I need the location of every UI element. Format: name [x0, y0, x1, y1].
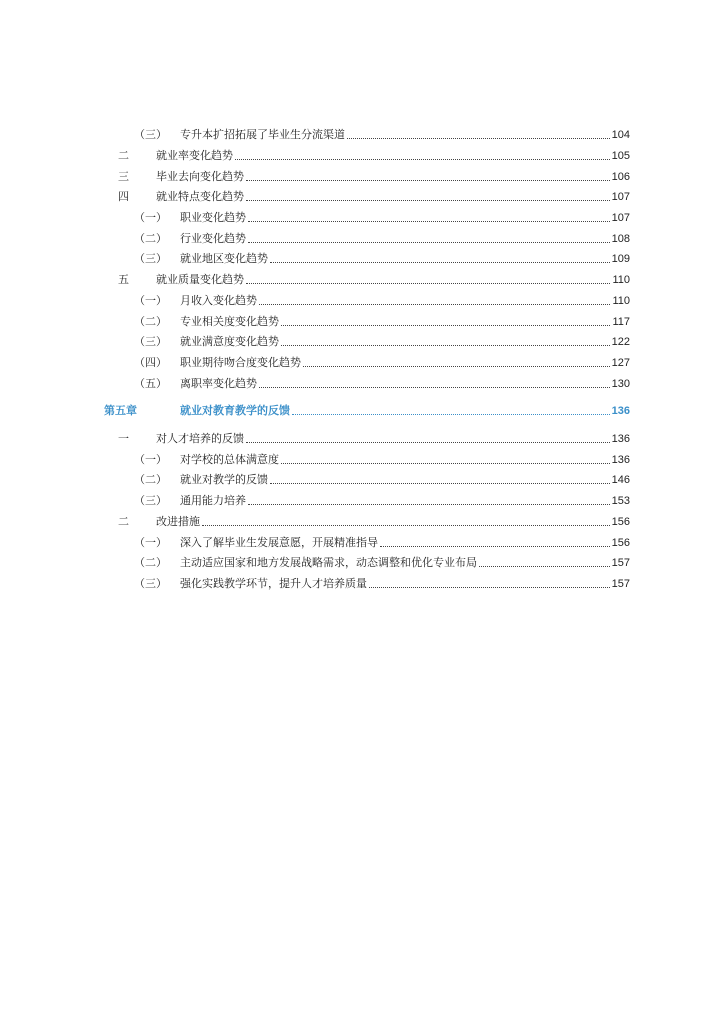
toc-dot-leader	[281, 324, 610, 326]
toc-entry[interactable]	[134, 331, 630, 349]
toc-entry-title: 职业变化趋势	[180, 211, 246, 224]
toc-dot-leader	[248, 220, 610, 222]
toc-dot-leader	[281, 462, 610, 464]
toc-entry-title: 职业期待吻合度变化趋势	[180, 356, 301, 369]
toc-entry-page: 136	[611, 454, 630, 466]
toc-dot-leader	[259, 386, 610, 388]
toc-entry-title: 就业质量变化趋势	[156, 273, 244, 286]
toc-entry-title: 就业对教学的反馈	[180, 473, 268, 486]
toc-dot-leader	[270, 482, 610, 484]
toc-entry[interactable]	[118, 145, 630, 163]
toc-dot-leader	[246, 179, 610, 181]
toc-entry-page: 109	[611, 253, 630, 265]
toc-entry-number: （三）	[134, 335, 167, 348]
toc-entry-title: 就业地区变化趋势	[180, 252, 268, 265]
toc-dot-leader	[303, 365, 610, 367]
toc-entry-page: 108	[611, 233, 630, 245]
toc-entry[interactable]	[134, 552, 630, 570]
toc-entry-title: 对人才培养的反馈	[156, 432, 244, 445]
toc-entry-title: 月收入变化趋势	[180, 294, 257, 307]
toc-entry-page: 156	[611, 516, 630, 528]
toc-entry-title: 就业满意度变化趋势	[180, 335, 279, 348]
toc-dot-leader	[248, 241, 610, 243]
toc-entry-title: 就业特点变化趋势	[156, 190, 244, 203]
toc-entry-page: 122	[611, 336, 630, 348]
toc-dot-leader	[281, 344, 610, 346]
toc-entry[interactable]	[134, 290, 630, 308]
toc-entry-number: （三）	[134, 577, 167, 590]
toc-entry-number: （二）	[134, 473, 167, 486]
toc-dot-leader	[380, 545, 610, 547]
toc-chapter-title: 就业对教育教学的反馈	[180, 404, 290, 417]
toc-entry-page: 153	[611, 495, 630, 507]
toc-entry[interactable]	[134, 469, 630, 487]
toc-entry-page: 117	[612, 316, 630, 328]
toc-entry[interactable]	[118, 428, 630, 446]
toc-entry-page: 157	[611, 557, 630, 569]
toc-dot-leader	[369, 586, 610, 588]
toc-chapter-entry[interactable]	[104, 400, 630, 418]
toc-entry-title: 专升本扩招拓展了毕业生分流渠道	[180, 128, 345, 141]
toc-entry-title: 通用能力培养	[180, 494, 246, 507]
toc-entry-title: 专业相关度变化趋势	[180, 315, 279, 328]
toc-entry[interactable]	[134, 207, 630, 225]
toc-entry-number: （一）	[134, 294, 167, 307]
toc-entry[interactable]	[134, 573, 630, 591]
toc-dot-leader	[202, 524, 610, 526]
toc-entry[interactable]	[134, 449, 630, 467]
toc-chapter-page: 136	[611, 405, 630, 417]
toc-entry-number: （二）	[134, 232, 167, 245]
toc-dot-leader	[259, 303, 610, 305]
toc-entry-number: （五）	[134, 377, 167, 390]
toc-entry-page: 107	[611, 212, 630, 224]
toc-entry[interactable]	[134, 311, 630, 329]
toc-entry-title: 主动适应国家和地方发展战略需求，动态调整和优化专业布局	[180, 556, 477, 569]
toc-entry-page: 106	[611, 171, 630, 183]
toc-entry-title: 改进措施	[156, 515, 200, 528]
toc-entry-number: （四）	[134, 356, 167, 369]
toc-entry[interactable]	[134, 228, 630, 246]
toc-dot-leader	[248, 503, 610, 505]
toc-entry-title: 离职率变化趋势	[180, 377, 257, 390]
toc-entry-page: 136	[611, 433, 630, 445]
toc-dot-leader	[235, 158, 610, 160]
toc-dot-leader	[246, 282, 610, 284]
toc-entry[interactable]	[118, 511, 630, 529]
toc-entry-number: （一）	[134, 211, 167, 224]
toc-entry-number: 二	[118, 149, 129, 162]
toc-dot-leader	[292, 413, 610, 415]
toc-entry-title: 对学校的总体满意度	[180, 453, 279, 466]
toc-entry-number: （一）	[134, 453, 167, 466]
toc-entry-page: 104	[611, 129, 630, 141]
toc-chapter-number: 第五章	[104, 404, 137, 417]
toc-entry-page: 157	[611, 578, 630, 590]
toc-dot-leader	[246, 441, 610, 443]
toc-entry-number: （三）	[134, 494, 167, 507]
toc-entry[interactable]	[134, 352, 630, 370]
toc-entry-number: （一）	[134, 536, 167, 549]
toc-entry-title: 强化实践教学环节，提升人才培养质量	[180, 577, 367, 590]
toc-entry-page: 107	[611, 191, 630, 203]
toc-entry-number: 一	[118, 432, 129, 445]
toc-entry-number: （二）	[134, 556, 167, 569]
toc-entry[interactable]	[134, 124, 630, 142]
toc-entry-title: 行业变化趋势	[180, 232, 246, 245]
toc-dot-leader	[479, 565, 610, 567]
toc-entry-page: 156	[611, 537, 630, 549]
toc-dot-leader	[246, 199, 610, 201]
toc-entry-number: （三）	[134, 252, 167, 265]
toc-entry[interactable]	[118, 186, 630, 204]
toc-entry[interactable]	[134, 532, 630, 550]
toc-entry[interactable]	[134, 248, 630, 266]
toc-entry-title: 毕业去向变化趋势	[156, 170, 244, 183]
toc-entry-number: 四	[118, 190, 129, 203]
toc-entry-title: 就业率变化趋势	[156, 149, 233, 162]
toc-entry-number: 三	[118, 170, 129, 183]
toc-entry-number: （三）	[134, 128, 167, 141]
toc-entry-page: 130	[611, 378, 630, 390]
toc-entry-page: 110	[612, 295, 630, 307]
toc-entry-page: 127	[611, 357, 630, 369]
toc-entry-number: （二）	[134, 315, 167, 328]
toc-entry-page: 146	[611, 474, 630, 486]
toc-entry-number: 五	[118, 273, 129, 286]
toc-dot-leader	[347, 137, 610, 139]
toc-entry[interactable]	[118, 269, 630, 287]
toc-entry-number: 二	[118, 515, 129, 528]
toc-entry[interactable]	[134, 373, 630, 391]
toc-entry-page: 105	[611, 150, 630, 162]
toc-entry[interactable]	[134, 490, 630, 508]
toc-entry[interactable]	[118, 166, 630, 184]
toc-entry-title: 深入了解毕业生发展意愿，开展精准指导	[180, 536, 378, 549]
toc-entry-page: 110	[612, 274, 630, 286]
toc-dot-leader	[270, 261, 610, 263]
